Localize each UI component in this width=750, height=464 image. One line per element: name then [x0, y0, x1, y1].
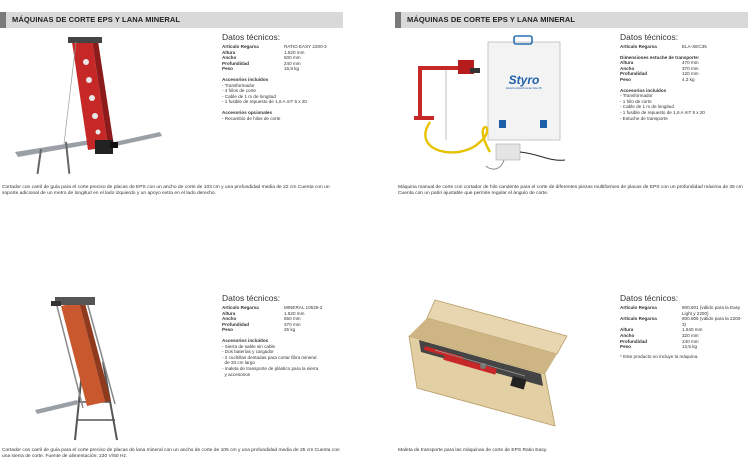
accessories-title: Accesorios incluidos: [222, 76, 269, 82]
spec-value: MINERAL 10525-2: [284, 305, 323, 310]
accessory-item: y accesorios: [222, 371, 251, 377]
spec-key: Artículo Regarsa: [222, 44, 259, 49]
accessory-item: - Sierra de sable sin cable: [222, 343, 276, 349]
accessory-item: - maleta de transporte de plástico para la sierra: [222, 365, 319, 371]
specs-ratio-easy: [222, 32, 342, 121]
transport-title: Dimensiones estuche de transporte:: [620, 54, 700, 60]
accessory-item: - Transformador: [620, 93, 653, 99]
product-image-mineral: [25, 292, 165, 442]
spec-key: Profundidad: [222, 60, 250, 66]
spec-value: 500 mm: [284, 55, 301, 61]
spec-key: Altura: [222, 49, 236, 55]
specs-styro: [620, 32, 745, 121]
accessory-item: - Transformador: [222, 82, 255, 88]
spec-value: 16,8 kg: [284, 66, 300, 72]
spec-key: Artículo Regarsa: [620, 305, 657, 310]
spec-key: Ancho: [620, 65, 635, 71]
spec-key: Profundidad: [620, 338, 648, 344]
accessory-item: - 1 fusible de repuesto de 1,6 A mT 5 x 20: [620, 109, 705, 115]
section-header-right: [395, 12, 748, 28]
spec-key: Peso: [222, 66, 233, 72]
accessory-item: - Dos baterías y cargador: [222, 349, 274, 355]
optional-item: - Recambio de hilos de corte: [222, 115, 281, 121]
accessories-title: Accesorios incluidos: [620, 87, 667, 93]
spec-value: 1.520 mm: [284, 310, 305, 316]
spec-key: Peso: [620, 344, 631, 350]
spec-key: Peso: [620, 76, 631, 82]
specs-title: Datos técnicos:: [620, 293, 679, 303]
spec-value: 800.605 (válido para la 2200-3): [682, 316, 742, 327]
spec-value: 550 mm: [284, 316, 301, 322]
spec-value: 1.540 mm: [682, 327, 703, 333]
specs-transport-case: [620, 293, 745, 359]
spec-row: [620, 305, 745, 316]
spec-value: 13,5 kg: [682, 344, 698, 350]
spec-value: 240 mm: [682, 338, 699, 344]
spec-row: [620, 44, 745, 50]
spec-value: 240 mm: [284, 60, 301, 66]
product-image-styro: [400, 32, 570, 177]
spec-value: 4,3 kg: [682, 76, 695, 82]
spec-value: 25 kg: [284, 327, 296, 333]
section-header-left: [0, 12, 343, 28]
caption-mineral: Cortador con carril de guía para el corte preciso de placas de lana mineral con un ancho de corte de 105 cm y una profundidad media de 25 cm Cuenta con una sierra de corte. Fuente de alimentación: 230 V/50 Hz.: [2, 448, 340, 460]
spec-row: [620, 316, 745, 327]
spec-value: 1.520 mm: [284, 49, 305, 55]
spec-key: Ancho: [222, 55, 237, 61]
specs-title: Datos técnicos:: [222, 32, 281, 42]
accessory-item: - 2 cuchillas dentadas para cortar fibra mineral: [222, 354, 317, 360]
spec-value: RATIO EASY 2200-3: [284, 44, 327, 49]
accessories-title: Accesorios incluidos: [222, 337, 269, 343]
spec-key: Profundidad: [620, 71, 648, 77]
spec-value: 470 mm: [682, 60, 699, 66]
accessory-item: - 1 hilo de corte: [620, 98, 652, 104]
styro-logo: [500, 74, 548, 90]
spec-key: Altura: [620, 327, 634, 333]
spec-value: 800.601 (válido para la Easy Light y 2200): [682, 305, 741, 316]
spec-row: [222, 66, 342, 72]
spec-value: 120 mm: [682, 71, 699, 77]
spec-value: 370 mm: [284, 321, 301, 327]
specs-mineral: [222, 293, 347, 377]
spec-row: [222, 327, 347, 333]
styro-logo-text: Styro: [508, 73, 540, 87]
accessory-item: de 33 cm largo: [222, 360, 255, 366]
spec-key: Altura: [222, 310, 236, 316]
product-image-transport-case: [405, 292, 575, 432]
section-header-right-text: MÁQUINAS DE CORTE EPS Y LANA MINERAL: [407, 15, 576, 24]
styro-logo-sub: Elektronikschneider Ela 35: [506, 86, 542, 90]
spec-key: Altura: [620, 60, 634, 66]
accessory-item: - Estuche de transporte: [620, 115, 668, 121]
specs-title: Datos técnicos:: [222, 293, 281, 303]
spec-key: Artículo Regarsa: [620, 316, 657, 322]
spec-value: 370 mm: [682, 65, 699, 71]
product-image-ratio-easy: [10, 32, 175, 182]
spec-key: Peso: [222, 327, 233, 333]
accessory-item: - 1 fusible de repuesto de 1,6 A mT 5 x 20: [222, 99, 307, 105]
caption-styro: Máquina manual de corte con cortador de hilo candente para el corte de diferentes piezas multiformes de placas de EPS con un profundidad máxima de 35 cm Cuenta con un patín ajustable que permite regular el ángulo de corte.: [398, 185, 743, 197]
accessory-item: - Cable de 1 m de longitud: [222, 93, 276, 99]
accessory-item: - 4 hilos de corte: [222, 88, 256, 94]
spec-key: Artículo Regarsa: [620, 44, 657, 49]
product-note: * Este producto no incluye la máquina.: [620, 353, 699, 359]
spec-key: Ancho: [222, 316, 237, 322]
spec-row: [620, 77, 745, 83]
specs-title: Datos técnicos:: [620, 32, 679, 42]
caption-transport-case: Maleta de transporte para las máquinas de corte de EPS Ratio Easy.: [398, 448, 548, 453]
section-header-left-text: MÁQUINAS DE CORTE EPS Y LANA MINERAL: [12, 15, 181, 24]
spec-key: Artículo Regarsa: [222, 305, 259, 310]
spec-key: Profundidad: [222, 321, 250, 327]
accessory-item: - Cable de 1 m de longitud: [620, 104, 674, 110]
spec-key: Ancho: [620, 332, 635, 338]
spec-row: [620, 344, 745, 350]
caption-ratio-easy: Cortador con carril de guía para el corte preciso de placas de EPS con un ancho de corte de 103 cm y una profundidad media de 22 cm Cuenta con un soporte adicional de un metro de longitud en el lado izquierdo y un apoyo extra en el lado derecho.: [2, 185, 330, 197]
optional-title: Accesorios opcionales: [222, 109, 273, 115]
spec-value: ELA-SEC35: [682, 44, 707, 49]
spec-value: 320 mm: [682, 332, 699, 338]
